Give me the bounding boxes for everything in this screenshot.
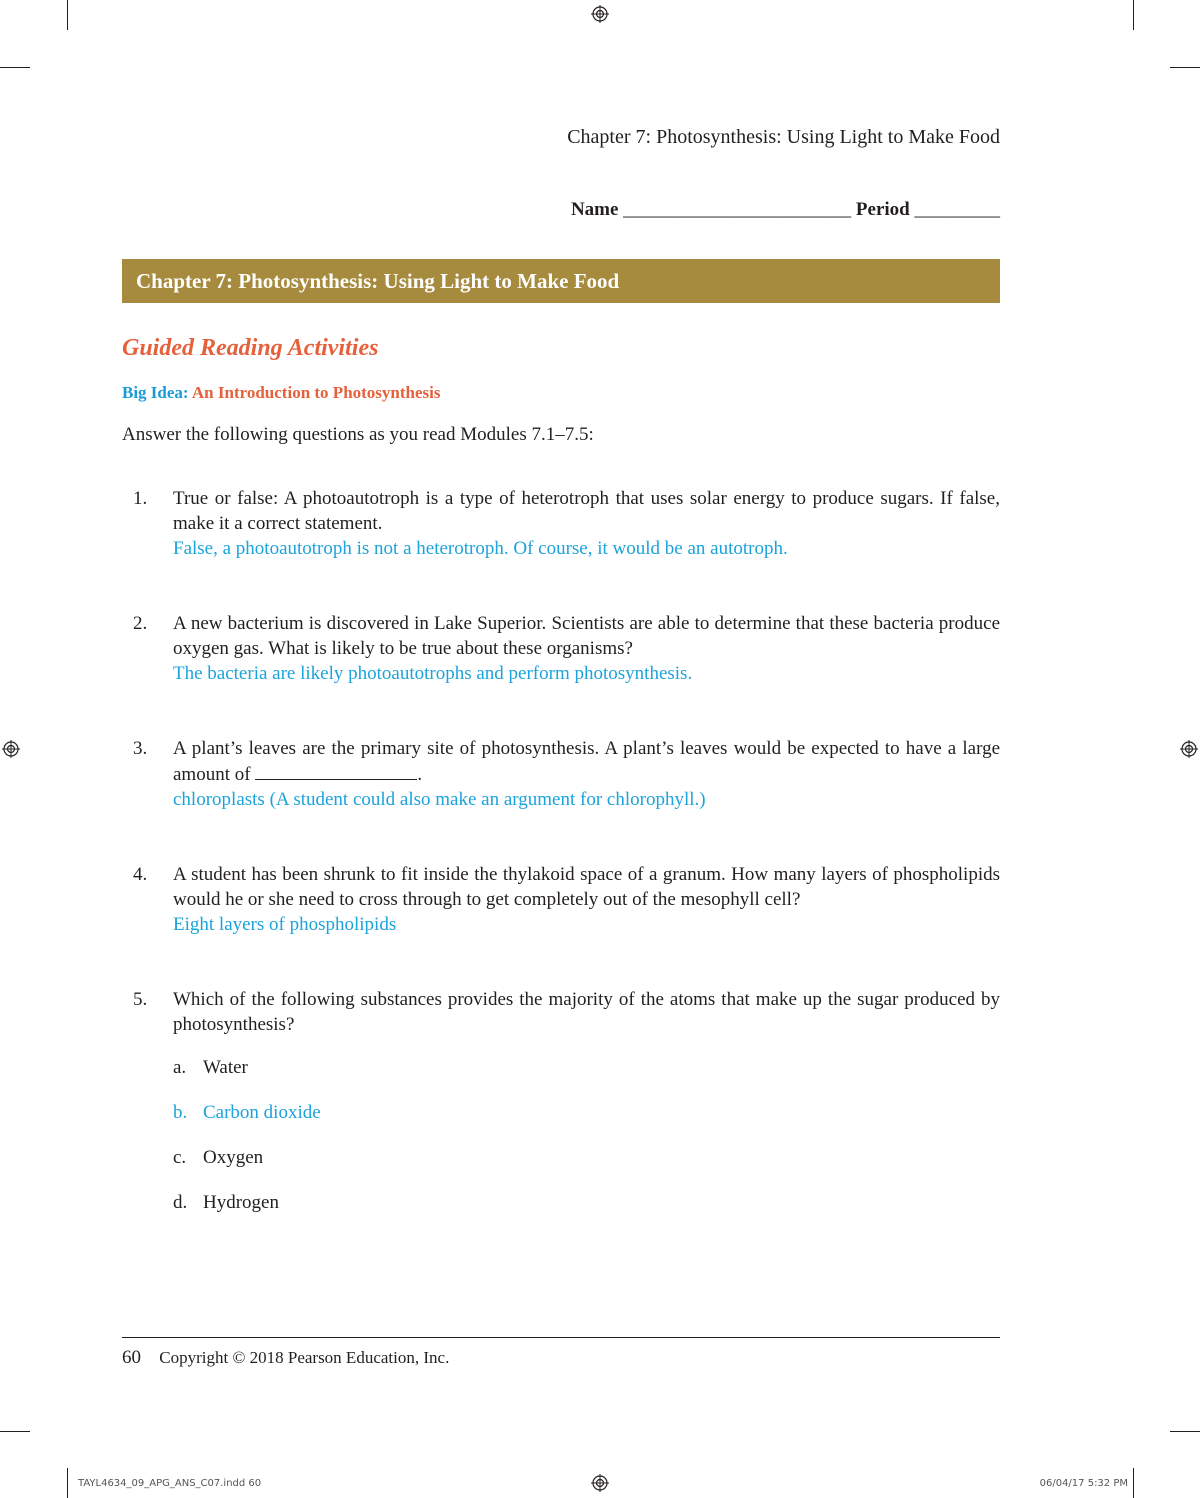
name-period-line [571,199,1000,221]
crop-mark [0,67,30,68]
registration-mark-icon [1180,740,1198,758]
name-blank: ________________________ [623,199,852,220]
copyright: Copyright © 2018 Pearson Education, Inc. [159,1348,450,1367]
crop-mark [67,1468,68,1498]
question-number: 4. [133,864,148,885]
option-text: Water [203,1057,248,1078]
answer-text: The bacteria are likely photoautotrophs and perform photosynthesis. [173,663,693,684]
question-2 [122,611,1000,686]
crop-mark [0,1431,30,1432]
slug-file: TAYL4634_09_APG_ANS_C07.indd 60 [78,1478,262,1489]
question-number: 5. [133,989,148,1010]
section-title: Guided Reading Activities [122,335,379,361]
footer-rule [122,1337,1000,1338]
question-text-end: . [417,764,423,785]
chapter-banner [122,259,1000,303]
page-number: 60 [122,1347,141,1368]
option-letter: c. [173,1147,187,1168]
option-b [173,1102,321,1124]
crop-mark [67,0,68,30]
option-letter: d. [173,1192,188,1213]
answer-text: Eight layers of phospholipids [173,914,397,935]
big-idea-label: Big Idea: [122,383,189,402]
question-1 [122,486,1000,561]
period-label: Period [855,199,910,220]
question-number: 2. [133,613,148,634]
running-head: Chapter 7: Photosynthesis: Using Light to Make Food [567,126,1000,148]
page-footer [122,1347,449,1369]
crop-mark [1133,0,1134,30]
question-text: True or false: A photoautotroph is a type of heterotroph that uses solar energy to produce sugars. If false, make it a correct statement. [173,488,1000,534]
name-label: Name [570,199,619,220]
crop-mark [1133,1468,1134,1498]
question-5 [122,987,1000,1037]
option-a [173,1057,248,1079]
option-text: Carbon dioxide [203,1102,321,1123]
question-3 [122,736,1000,812]
option-d [173,1192,279,1214]
crop-mark [1170,1431,1200,1432]
option-c [173,1147,263,1169]
question-text [173,736,1000,787]
period-blank: _________ [914,199,1000,220]
registration-mark-icon [2,740,20,758]
registration-mark-icon [591,1474,609,1492]
question-text: A student has been shrunk to fit inside the thylakoid space of a granum. How many layers of phospholipids would he or she need to cross through to get completely out of the mesophyll cell? [173,864,1000,910]
option-letter: a. [173,1057,187,1078]
registration-mark-icon [591,5,609,23]
crop-mark [1170,67,1200,68]
answer-text: chloroplasts (A student could also make an argument for chlorophyll.) [173,789,706,810]
option-text: Hydrogen [203,1192,279,1213]
fill-in-blank [255,761,417,780]
question-text: Which of the following substances provides the majority of the atoms that make up the sugar produced by photosynthesis? [173,989,1000,1035]
question-text: A new bacterium is discovered in Lake Superior. Scientists are able to determine that these bacteria produce oxygen gas. What is likely to be true about these organisms? [173,613,1000,659]
answer-text: False, a photoautotroph is not a heterotroph. Of course, it would be an autotroph. [173,538,788,559]
question-text-main: A plant’s leaves are the primary site of photosynthesis. A plant’s leaves would be expected to have a large amount of [173,738,1000,785]
question-number: 3. [133,738,148,759]
slug-date: 06/04/17 5:32 PM [1039,1478,1128,1489]
question-4 [122,862,1000,937]
option-letter: b. [173,1102,188,1123]
question-number: 1. [133,488,148,509]
banner-title: Chapter 7: Photosynthesis: Using Light to Make Food [136,269,620,293]
instructions: Answer the following questions as you read Modules 7.1–7.5: [122,424,594,445]
big-idea-text: An Introduction to Photosynthesis [191,383,441,402]
big-idea-heading [122,383,441,403]
option-text: Oxygen [203,1147,264,1168]
